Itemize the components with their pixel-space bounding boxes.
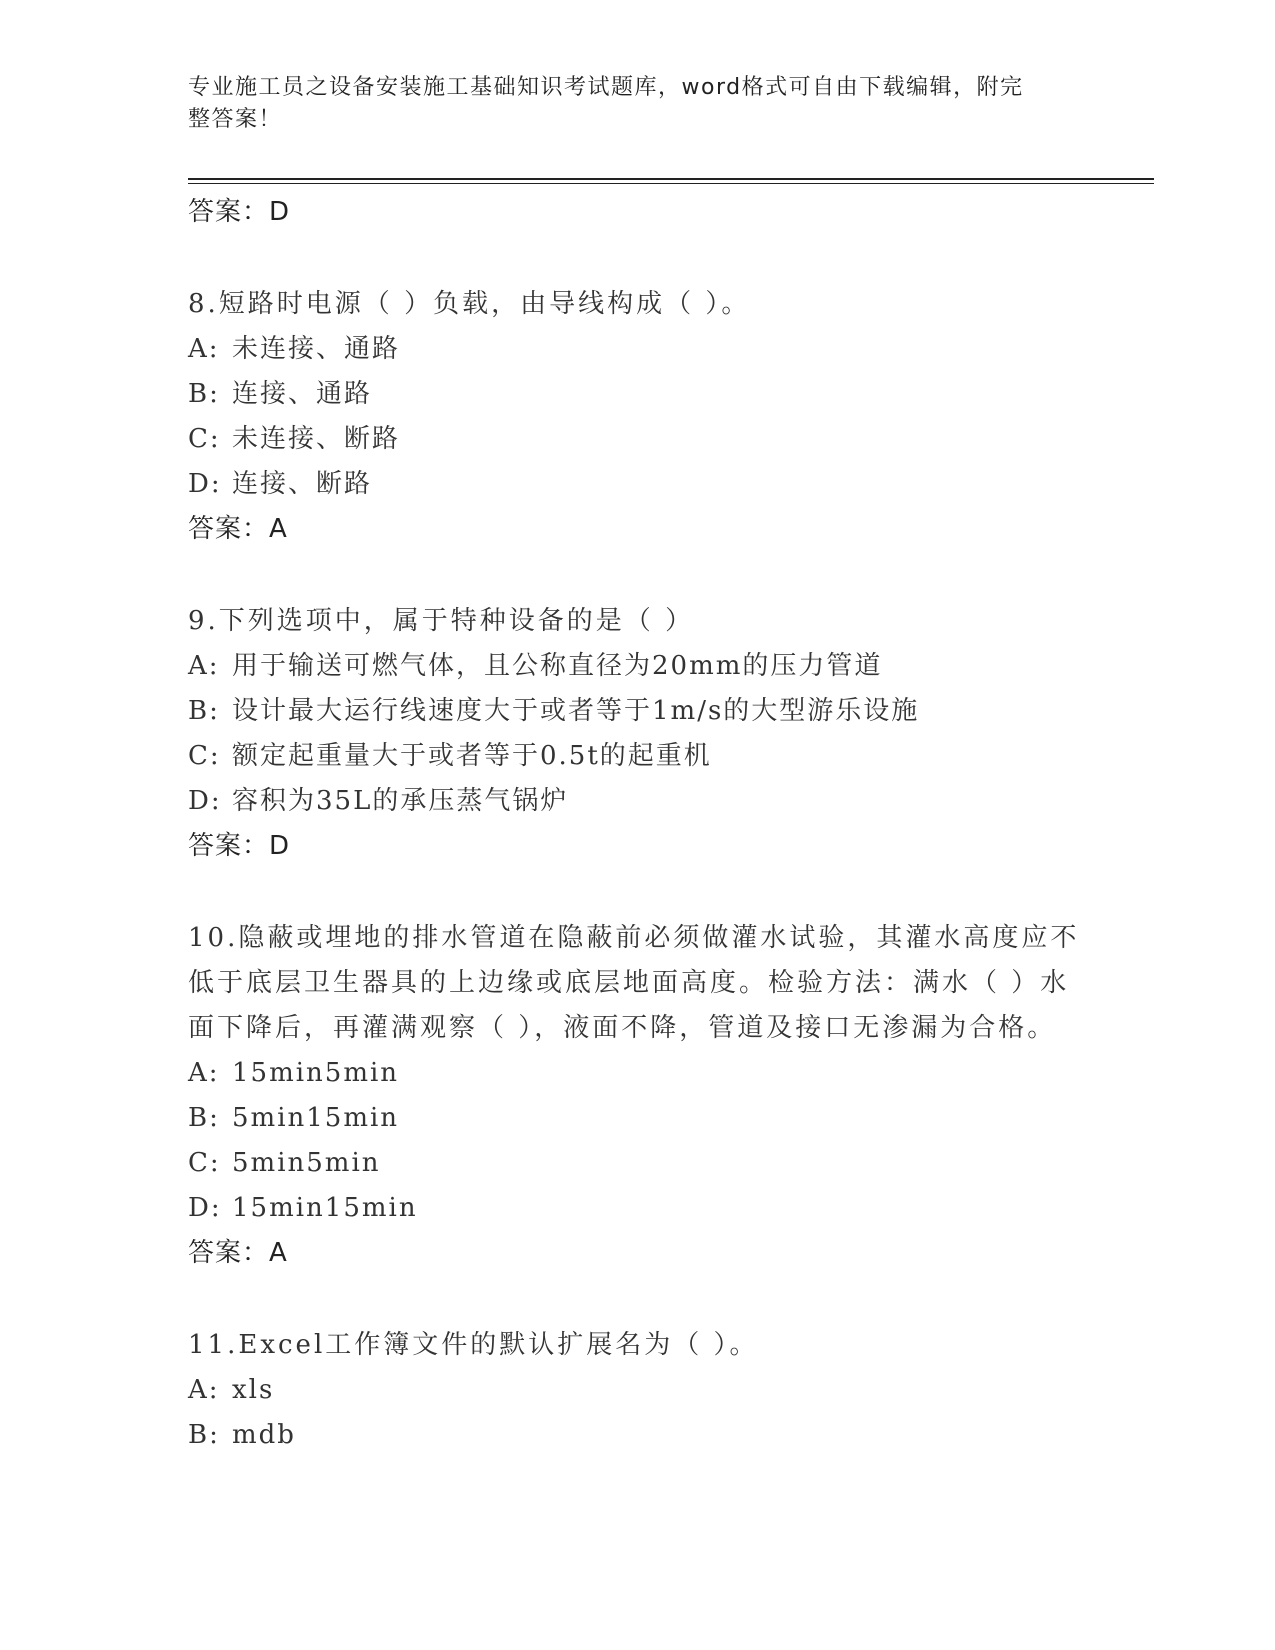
option-c (188, 1141, 1088, 1186)
option-b (188, 372, 1088, 417)
option-text: xls (232, 1375, 275, 1405)
question-stem: 8.短路时电源（ ）负载，由导线构成（ ）。 (188, 289, 751, 319)
option-letter: B: (188, 1420, 220, 1450)
option-text: 设计最大运行线速度大于或者等于1m/s的大型游乐设施 (232, 696, 920, 726)
option-letter: C: (188, 741, 221, 771)
question-stem: 9.下列选项中，属于特种设备的是（ ） (188, 606, 695, 636)
option-c (188, 734, 1088, 779)
option-letter: D: (188, 1193, 222, 1223)
header-divider-thick (188, 178, 1154, 180)
question-11 (188, 1323, 1088, 1458)
option-a (188, 327, 1088, 372)
option-text: 用于输送可燃气体，且公称直径为20mm的压力管道 (232, 651, 883, 681)
answer-line: 答案：D (188, 831, 291, 861)
answer-line: 答案：D (188, 197, 291, 227)
option-letter: B: (188, 379, 220, 409)
option-a (188, 644, 1088, 689)
option-text: 连接、通路 (232, 379, 373, 409)
question-list (188, 190, 1088, 1458)
question-10 (188, 916, 1088, 1275)
answer-line: 答案：A (188, 1238, 288, 1268)
spacer (188, 868, 1088, 916)
option-letter: C: (188, 424, 221, 454)
option-a (188, 1368, 1088, 1413)
option-letter: B: (188, 696, 220, 726)
option-c (188, 417, 1088, 462)
option-letter: C: (188, 1148, 221, 1178)
option-text: 5min15min (232, 1103, 400, 1133)
question-stem-line-2: 低于底层卫生器具的上边缘或底层地面高度。检验方法：满水（ ）水 (188, 968, 1070, 998)
header-line-1: 专业施工员之设备安装施工基础知识考试题库，word格式可自由下载编辑，附完 (188, 75, 1024, 100)
option-letter: A: (188, 1375, 220, 1405)
question-9 (188, 599, 1088, 868)
option-text: 未连接、断路 (232, 424, 401, 454)
question-8 (188, 282, 1088, 551)
option-d (188, 462, 1088, 507)
option-text: 未连接、通路 (232, 334, 401, 364)
option-text: 15min15min (232, 1193, 418, 1223)
option-text: 容积为35L的承压蒸气锅炉 (232, 786, 569, 816)
spacer (188, 1275, 1088, 1323)
option-letter: A: (188, 334, 220, 364)
question-stem-line-1: 10.隐蔽或埋地的排水管道在隐蔽前必须做灌水试验，其灌水高度应不 (188, 923, 1080, 953)
option-text: 5min5min (232, 1148, 381, 1178)
option-letter: B: (188, 1103, 220, 1133)
option-text: mdb (232, 1420, 296, 1450)
option-d (188, 779, 1088, 824)
option-letter: A: (188, 1058, 220, 1088)
option-d (188, 1186, 1088, 1231)
document-header (188, 72, 1068, 136)
option-letter: A: (188, 651, 220, 681)
option-b (188, 1413, 1088, 1458)
answer-line: 答案：A (188, 514, 288, 544)
option-b (188, 689, 1088, 734)
question-stem-line-3: 面下降后，再灌满观察（ ），液面不降，管道及接口无渗漏为合格。 (188, 1013, 1057, 1043)
spacer (188, 551, 1088, 599)
option-letter: D: (188, 469, 222, 499)
option-letter: D: (188, 786, 222, 816)
option-a (188, 1051, 1088, 1096)
question-stem: 11.Excel工作簿文件的默认扩展名为（ ）。 (188, 1330, 759, 1360)
header-line-2: 整答案！ (188, 107, 283, 132)
header-divider-thin (188, 183, 1154, 184)
option-text: 额定起重量大于或者等于0.5t的起重机 (232, 741, 712, 771)
option-text: 连接、断路 (232, 469, 373, 499)
option-text: 15min5min (232, 1058, 400, 1088)
option-b (188, 1096, 1088, 1141)
spacer (188, 234, 1088, 282)
